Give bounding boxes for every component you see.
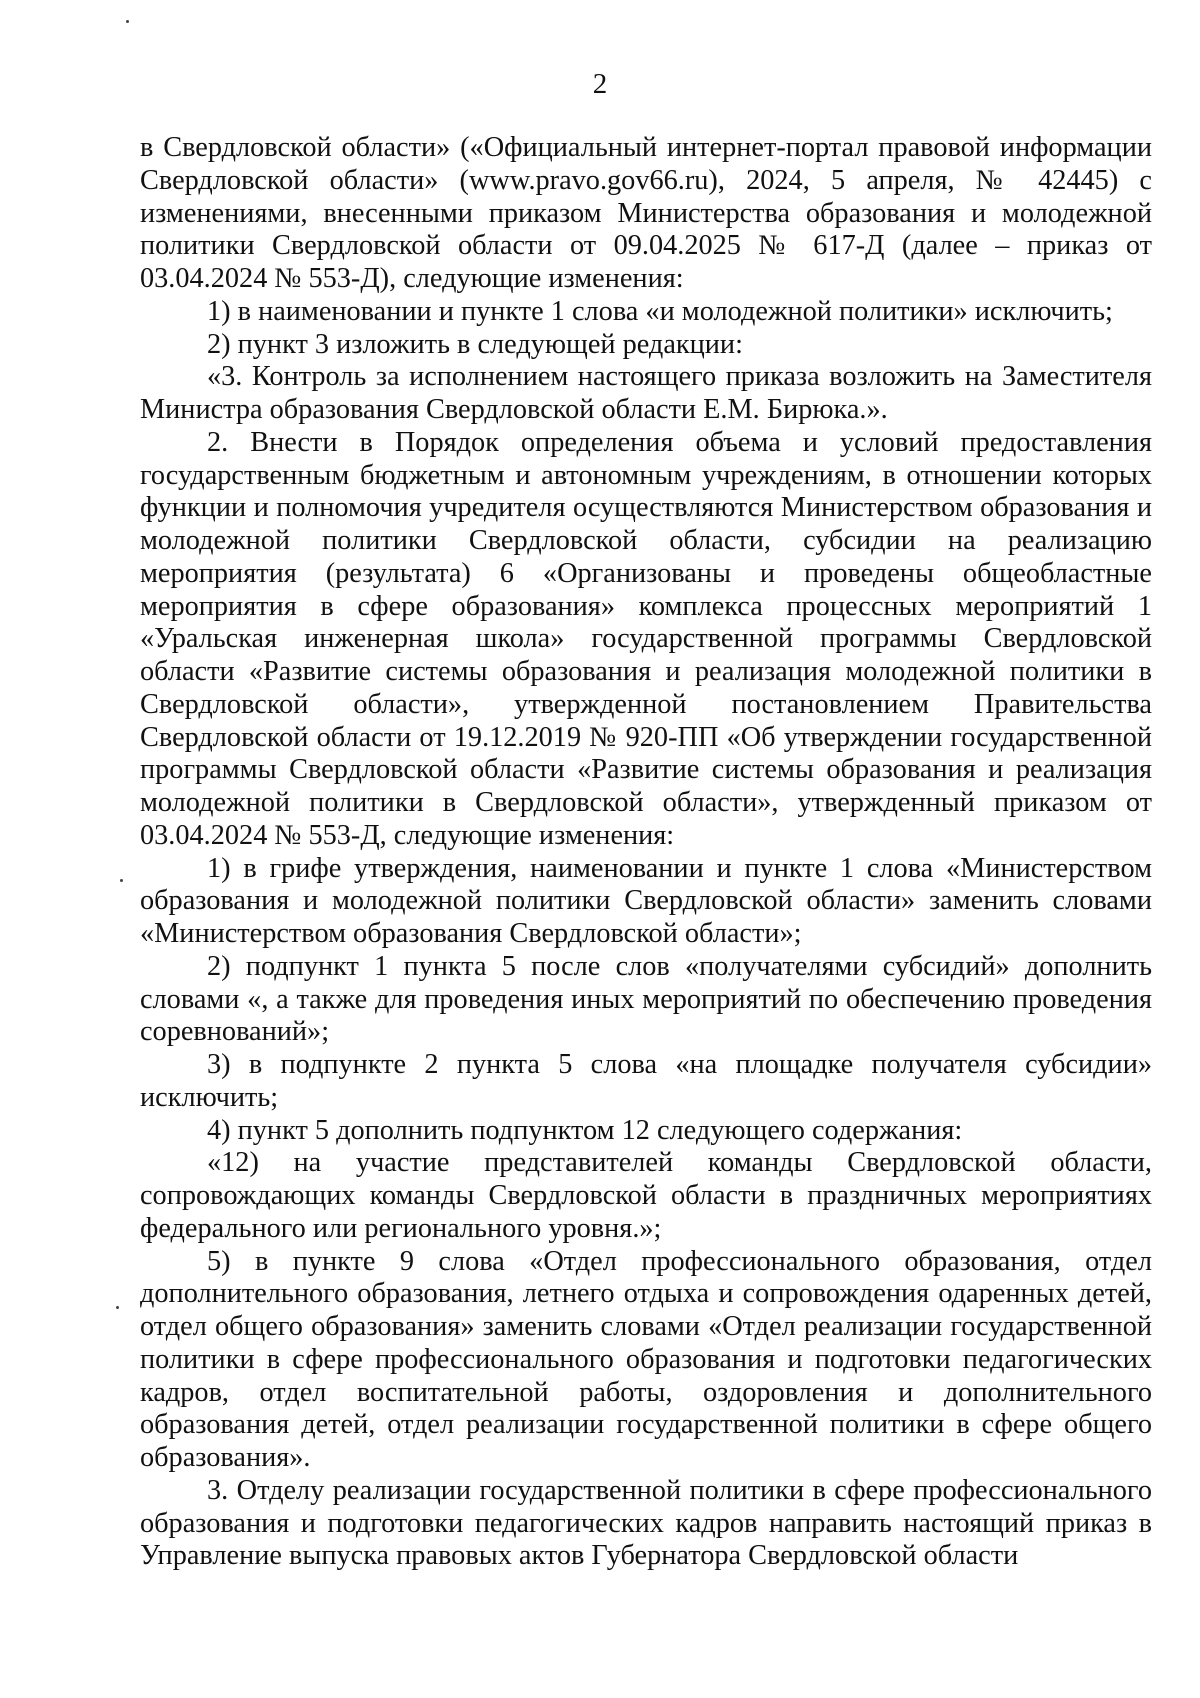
scan-speck bbox=[126, 20, 129, 23]
paragraph-intro: в Свердловской области» («Официальный интернет-портал правовой информации Свердловской области» (www.pravo.gov66.ru), 2024, 5 апреля, № 42445) с изменениями, внесенными приказом Министерства образования и молодежной политики Свердловской области от 09.04.2025 № 617-Д (далее – приказ от 03.04.2024 № 553-Д), следующие изменения: bbox=[140, 132, 1152, 294]
page-number: 2 bbox=[592, 68, 608, 100]
paragraph-subitem-3: 3) в подпункте 2 пункта 5 слова «на площадке получателя субсидии» исключить; bbox=[140, 1049, 1152, 1113]
paragraph-item-1: 1) в наименовании и пункте 1 слова «и молодежной политики» исключить; bbox=[207, 295, 1113, 327]
document-body bbox=[140, 132, 1152, 1573]
paragraph-section-3: 3. Отделу реализации государственной политики в сфере профессионального образования и подготовки педагогических кадров направить настоящий приказ в Управление выпуска правовых актов Губернатора Свердловской области bbox=[140, 1474, 1152, 1572]
scan-speck bbox=[116, 1306, 119, 1309]
paragraph-subitem-5: 5) в пункте 9 слова «Отдел профессионального образования, отдел дополнительного образования, летнего отдыха и сопровождения одаренных детей, отдел общего образования» заменить словами «Отдел реализации государственной политики в сфере профессионального образования и подготовки педагогических кадров, отдел воспитательной работы, оздоровления и дополнительного образования детей, отдел реализации государственной политики в сфере общего образования». bbox=[140, 1245, 1152, 1473]
paragraph-item-2: 2) пункт 3 изложить в следующей редакции: bbox=[207, 328, 743, 360]
paragraph-subitem-1: 1) в грифе утверждения, наименовании и пункте 1 слова «Министерством образования и молодежной политики Свердловской области» заменить словами «Министерством образования Свердловской области»; bbox=[140, 852, 1152, 949]
scan-speck bbox=[120, 879, 123, 882]
paragraph-quoted-subitem-12: «12) на участие представителей команды Свердловской области, сопровождающих команды Свердловской области в праздничных мероприятиях федерального или регионального уровня.»; bbox=[140, 1147, 1152, 1244]
paragraph-subitem-4: 4) пункт 5 дополнить подпунктом 12 следующего содержания: bbox=[207, 1114, 963, 1146]
paragraph-quoted-item-3: «3. Контроль за исполнением настоящего приказа возложить на Заместителя Министра образования Свердловской области Е.М. Бирюка.». bbox=[140, 361, 1152, 425]
paragraph-section-2: 2. Внести в Порядок определения объема и условий предоставления государственным бюджетным и автономным учреждениям, в отношении которых функции и полномочия учредителя осуществляются Министерством образования и молодежной политики Свердловской области, субсидии на реализацию мероприятия (результата) 6 «Организованы и проведены общеобластные мероприятия в сфере образования» комплекса процессных мероприятий 1 «Уральская инженерная школа» государственной программы Свердловской области «Развитие системы образования и реализация молодежной политики в Свердловской области», утвержденной постановлением Правительства Свердловской области от 19.12.2019 № 920-ПП «Об утверждении государственной программы Свердловской области «Развитие системы образования и реализация молодежной политики в Свердловской области», утвержденный приказом от 03.04.2024 № 553-Д, следующие изменения: bbox=[140, 426, 1152, 851]
paragraph-subitem-2: 2) подпункт 1 пункта 5 после слов «получателями субсидий» дополнить словами «, а также для проведения иных мероприятий по обеспечению проведения соревнований»; bbox=[140, 950, 1152, 1048]
